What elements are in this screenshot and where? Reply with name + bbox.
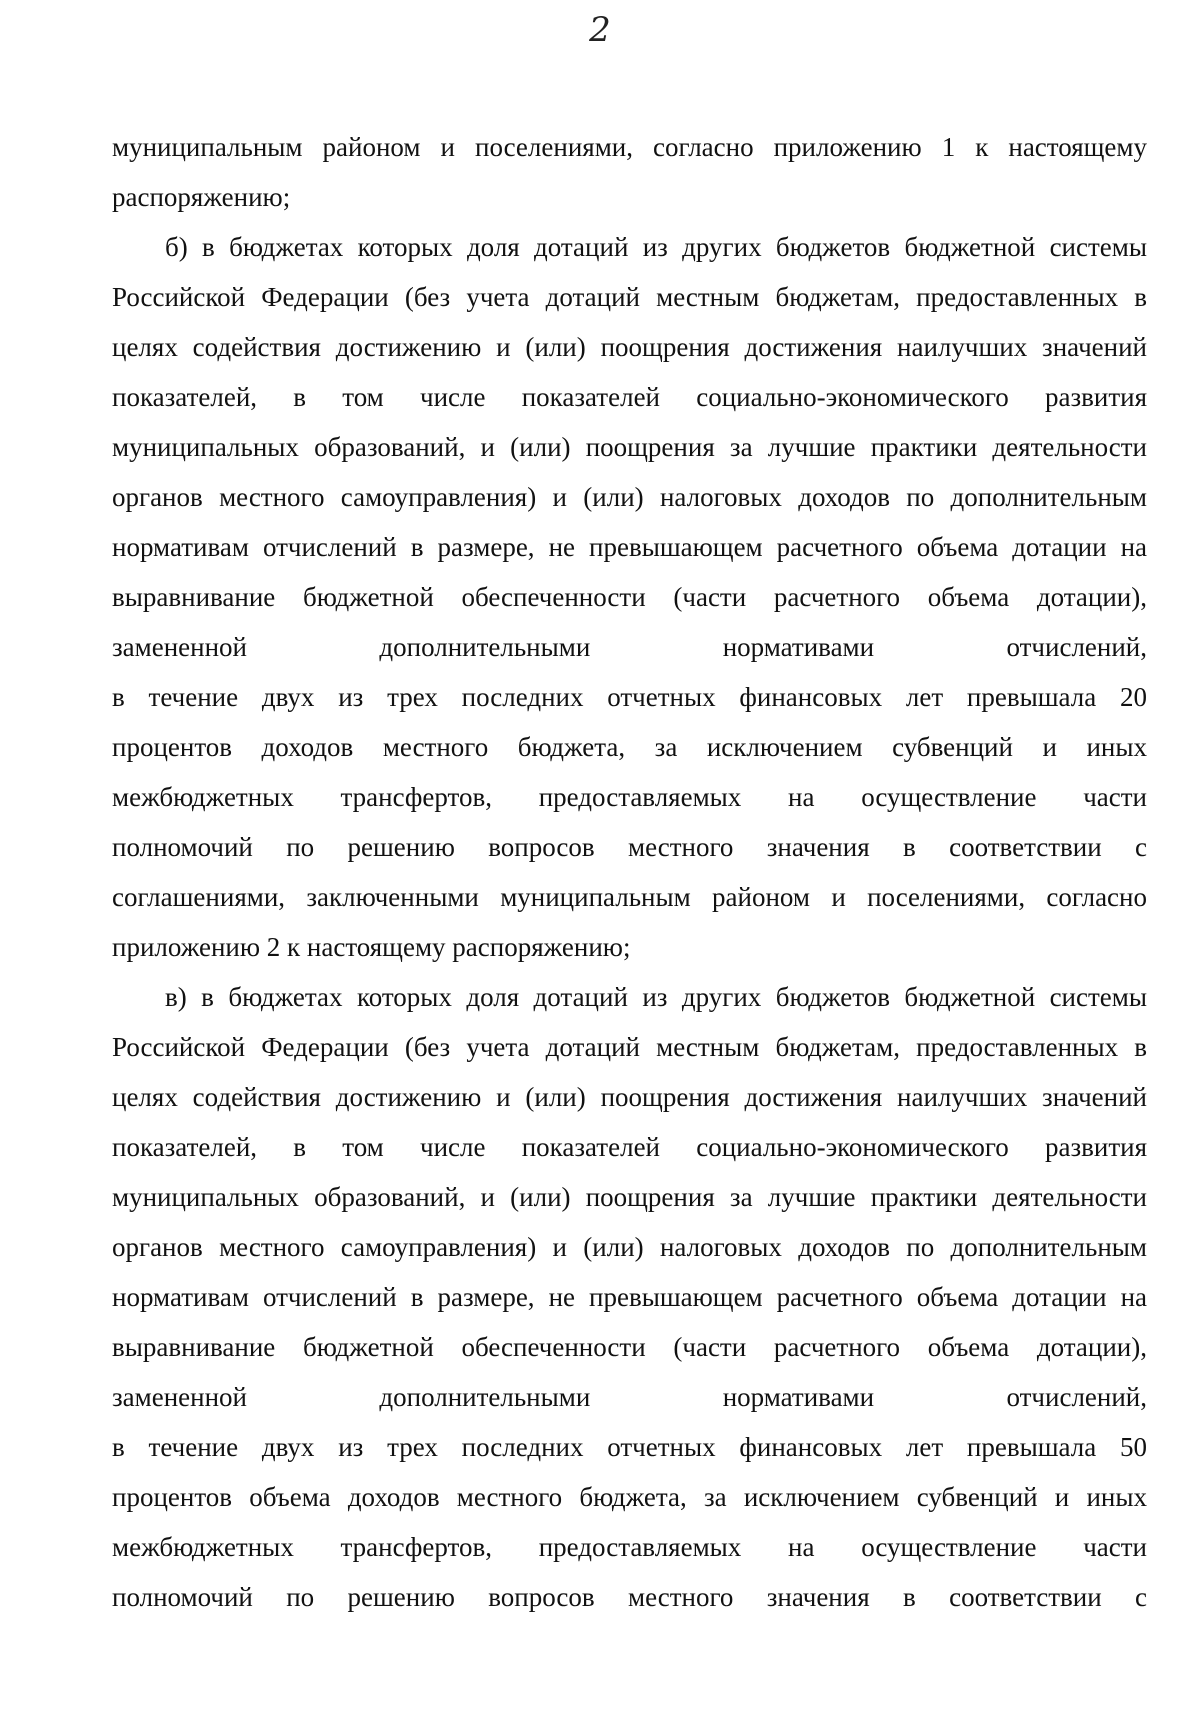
text-line: муниципальных образований, и (или) поощрения за лучшие практики деятельности	[112, 1182, 1147, 1212]
text-line: процентов доходов местного бюджета, за исключением субвенций и иных	[112, 732, 1147, 762]
text-line: показателей, в том числе показателей социально-экономического развития	[112, 382, 1147, 412]
text-line: полномочий по решению вопросов местного значения в соответствии с	[112, 832, 1147, 862]
text-line: выравнивание бюджетной обеспеченности (части расчетного объема дотации),	[112, 1332, 1147, 1362]
text-line: замененной дополнительными нормативами отчислений,	[112, 632, 1147, 662]
text-line: в течение двух из трех последних отчетных финансовых лет превышала 50	[112, 1432, 1147, 1462]
text-line: полномочий по решению вопросов местного значения в соответствии с	[112, 1582, 1147, 1612]
text-line: приложению 2 к настоящему распоряжению;	[112, 932, 631, 962]
text-line: муниципальных образований, и (или) поощрения за лучшие практики деятельности	[112, 432, 1147, 462]
text-line: соглашениями, заключенными муниципальным районом и поселениями, согласно	[112, 882, 1147, 912]
text-line: нормативам отчислений в размере, не превышающем расчетного объема дотации на	[112, 1282, 1147, 1312]
text-line: муниципальным районом и поселениями, согласно приложению 1 к настоящему	[112, 132, 1147, 162]
text-line: нормативам отчислений в размере, не превышающем расчетного объема дотации на	[112, 532, 1147, 562]
text-line: целях содействия достижению и (или) поощрения достижения наилучших значений	[112, 332, 1147, 362]
text-line: межбюджетных трансфертов, предоставляемых на осуществление части	[112, 1532, 1147, 1562]
text-line: органов местного самоуправления) и (или) налоговых доходов по дополнительным	[112, 482, 1147, 512]
text-line: межбюджетных трансфертов, предоставляемых на осуществление части	[112, 782, 1147, 812]
text-line: распоряжению;	[112, 182, 291, 212]
text-line: б) в бюджетах которых доля дотаций из других бюджетов бюджетной системы	[165, 232, 1147, 262]
text-line: замененной дополнительными нормативами отчислений,	[112, 1382, 1147, 1412]
text-line: в течение двух из трех последних отчетных финансовых лет превышала 20	[112, 682, 1147, 712]
document-body	[112, 122, 1147, 1622]
page-number: 2	[589, 10, 611, 50]
text-line: процентов объема доходов местного бюджета, за исключением субвенций и иных	[112, 1482, 1147, 1512]
text-line: Российской Федерации (без учета дотаций местным бюджетам, предоставленных в	[112, 282, 1147, 312]
text-line: целях содействия достижению и (или) поощрения достижения наилучших значений	[112, 1082, 1147, 1112]
text-line: органов местного самоуправления) и (или) налоговых доходов по дополнительным	[112, 1232, 1147, 1262]
text-line: выравнивание бюджетной обеспеченности (части расчетного объема дотации),	[112, 582, 1147, 612]
text-line: в) в бюджетах которых доля дотаций из других бюджетов бюджетной системы	[165, 982, 1147, 1012]
text-line: Российской Федерации (без учета дотаций местным бюджетам, предоставленных в	[112, 1032, 1147, 1062]
text-line: показателей, в том числе показателей социально-экономического развития	[112, 1132, 1147, 1162]
